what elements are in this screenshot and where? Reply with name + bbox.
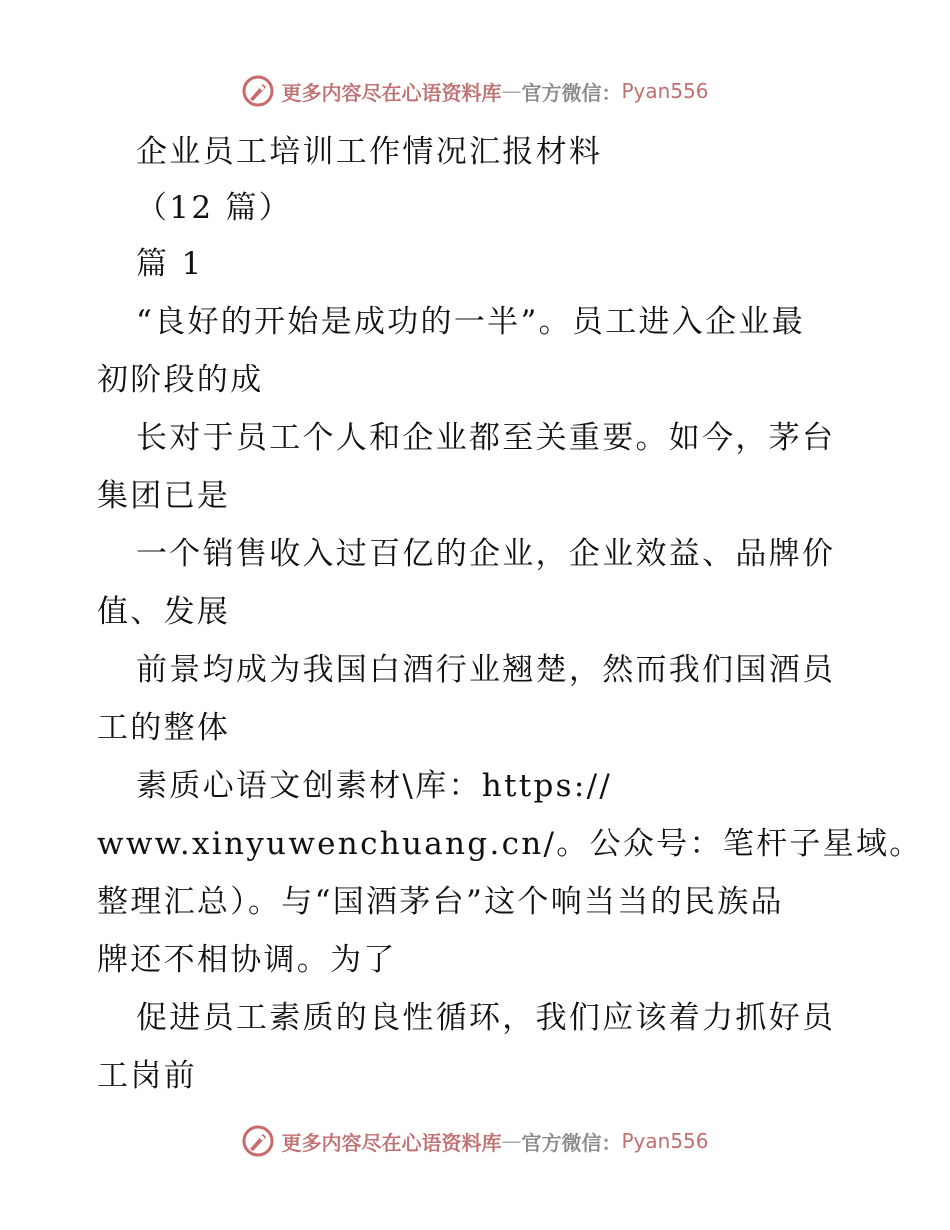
paragraph-line: “良好的开始是成功的一半”。员工进入企业最 (136, 304, 805, 340)
paragraph-line: 工岗前 (97, 1058, 197, 1094)
banner-dash: — (501, 1129, 522, 1153)
banner-wechat-label: 官方微信： (521, 80, 622, 105)
paragraph-line: 促进员工素质的良性循环，我们应该着力抓好员 (136, 1000, 836, 1036)
banner-wechat-id: Pyan556 (621, 79, 709, 103)
section-heading: 篇 1 (136, 246, 204, 282)
paragraph-line: 前景均成为我国白酒行业翘楚，然而我们国酒员 (136, 652, 836, 688)
document-title: 企业员工培训工作情况汇报材料 (136, 134, 603, 170)
document-subtitle: （12 篇） (136, 190, 293, 226)
paragraph-line: 初阶段的成 (97, 362, 264, 398)
paragraph-line: 集团已是 (97, 478, 231, 514)
pen-nib-logo-icon (241, 74, 275, 108)
pen-nib-logo-icon (241, 1124, 275, 1158)
header-banner (0, 71, 950, 111)
banner-wechat-label: 官方微信： (521, 1130, 622, 1155)
paragraph-line: 整理汇总）。与“国酒茅台”这个响当当的民族品 (97, 884, 784, 920)
paragraph-line: 值、发展 (97, 594, 231, 630)
paragraph-line: 一个销售收入过百亿的企业，企业效益、品牌价 (136, 536, 836, 572)
paragraph-line: www.xinyuwenchuang.cn/。公众号：笔杆子星域。 (97, 826, 923, 862)
banner-wechat-id: Pyan556 (621, 1129, 709, 1153)
banner-dash: — (501, 79, 522, 103)
banner-main-text: 更多内容尽在心语资料库 (281, 1130, 502, 1155)
paragraph-line: 牌还不相协调。为了 (97, 942, 397, 978)
paragraph-line: 素质心语文创素材\库：https:// (136, 768, 613, 804)
paragraph-line: 长对于员工个人和企业都至关重要。如今，茅台 (136, 420, 836, 456)
banner-main-text: 更多内容尽在心语资料库 (281, 80, 502, 105)
footer-banner (0, 1121, 950, 1161)
paragraph-line: 工的整体 (97, 710, 231, 746)
